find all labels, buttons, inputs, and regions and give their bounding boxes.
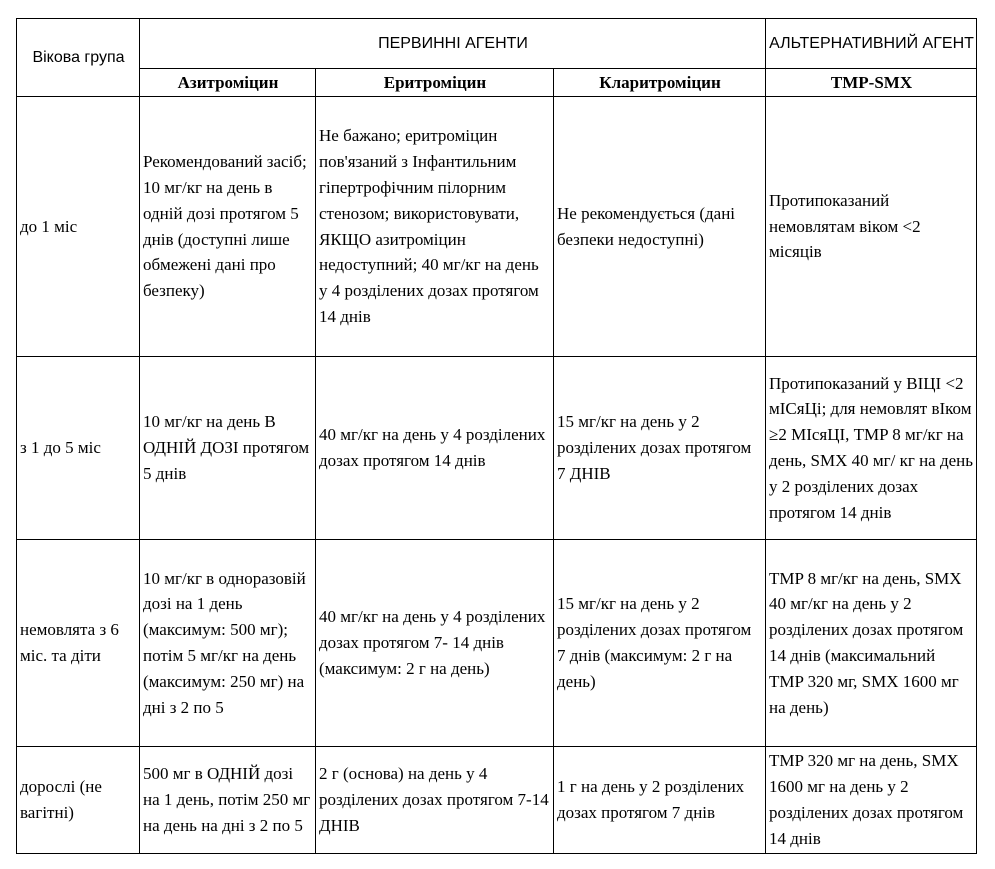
dose-cell-tmp-smx: TMP 320 мг на день, SMX 1600 мг на день у 2 розділених дозах протягом 14 днів [766, 747, 977, 854]
drug-header-tmp-smx: TMP-SMX [766, 69, 977, 97]
table-row [17, 357, 977, 540]
dose-cell-clarithromycin: Не рекомендується (дані безпеки недоступні) [554, 97, 766, 357]
dose-cell-azithromycin: 10 мг/кг на день В ОДНІЙ ДОЗІ протягом 5 днів [140, 357, 316, 540]
dose-cell-clarithromycin: 15 мг/кг на день у 2 розділених дозах протягом 7 ДНІВ [554, 357, 766, 540]
age-cell: дорослі (не вагітні) [17, 747, 140, 854]
dose-cell-tmp-smx: Протипоказаний у ВІЦІ <2 мІСяЦі; для немовлят вІком ≥2 МІсяЦІ, TMP 8 мг/кг на день, SMX 40 мг/ кг на день у 2 розділених дозах протягом 14 днів [766, 357, 977, 540]
dose-cell-azithromycin: 500 мг в ОДНІЙ дозі на 1 день, потім 250 мг на день на дні з 2 по 5 [140, 747, 316, 854]
dose-cell-erythromycin: 40 мг/кг на день у 4 розділених дозах протягом 7- 14 днів (максимум: 2 г на день) [316, 540, 554, 747]
dose-cell-azithromycin: Рекомендований засіб; 10 мг/кг на день в одній дозі протягом 5 днів (доступні лише обмежені дані про безпеку) [140, 97, 316, 357]
age-cell: з 1 до 5 міс [17, 357, 140, 540]
subheader-row [17, 69, 977, 97]
dose-cell-azithromycin: 10 мг/кг в одноразовій дозі на 1 день (максимум: 500 мг); потім 5 мг/кг на день (максимум: 250 мг) на дні з 2 по 5 [140, 540, 316, 747]
dose-cell-erythromycin: 2 г (основа) на день у 4 розділених дозах протягом 7-14 ДНІВ [316, 747, 554, 854]
table-row [17, 540, 977, 747]
header-row [17, 19, 977, 69]
dose-cell-erythromycin: 40 мг/кг на день у 4 розділених дозах протягом 14 днів [316, 357, 554, 540]
dose-cell-clarithromycin: 1 г на день у 2 розділених дозах протягом 7 днів [554, 747, 766, 854]
table-row [17, 97, 977, 357]
age-group-header: Вікова група [17, 19, 140, 97]
age-cell: до 1 міс [17, 97, 140, 357]
dose-cell-clarithromycin: 15 мг/кг на день у 2 розділених дозах протягом 7 днів (максимум: 2 г на день) [554, 540, 766, 747]
drug-header-azithromycin: Азитроміцин [140, 69, 316, 97]
dose-cell-erythromycin: Не бажано; еритроміцин пов'язаний з Інфантильним гіпертрофічним пілорним стенозом; використовувати, ЯКЩО азитроміцин недоступний; 40 мг/кг на день у 4 розділених дозах протягом 14 днів [316, 97, 554, 357]
primary-agents-header: ПЕРВИННІ АГЕНТИ [140, 19, 766, 69]
dose-cell-tmp-smx: TMP 8 мг/кг на день, SMX 40 мг/кг на день у 2 розділених дозах протягом 14 днів (максимальний TMP 320 мг, SMX 1600 мг на день) [766, 540, 977, 747]
drug-header-clarithromycin: Кларитроміцин [554, 69, 766, 97]
dose-cell-tmp-smx: Протипоказаний немовлятам віком <2 місяців [766, 97, 977, 357]
table-row [17, 747, 977, 854]
alternative-agent-header: АЛЬТЕРНАТИВНИЙ АГЕНТ [766, 19, 977, 69]
drug-header-erythromycin: Еритроміцин [316, 69, 554, 97]
age-cell: немовлята з 6 міс. та діти [17, 540, 140, 747]
dosing-table [16, 18, 977, 854]
